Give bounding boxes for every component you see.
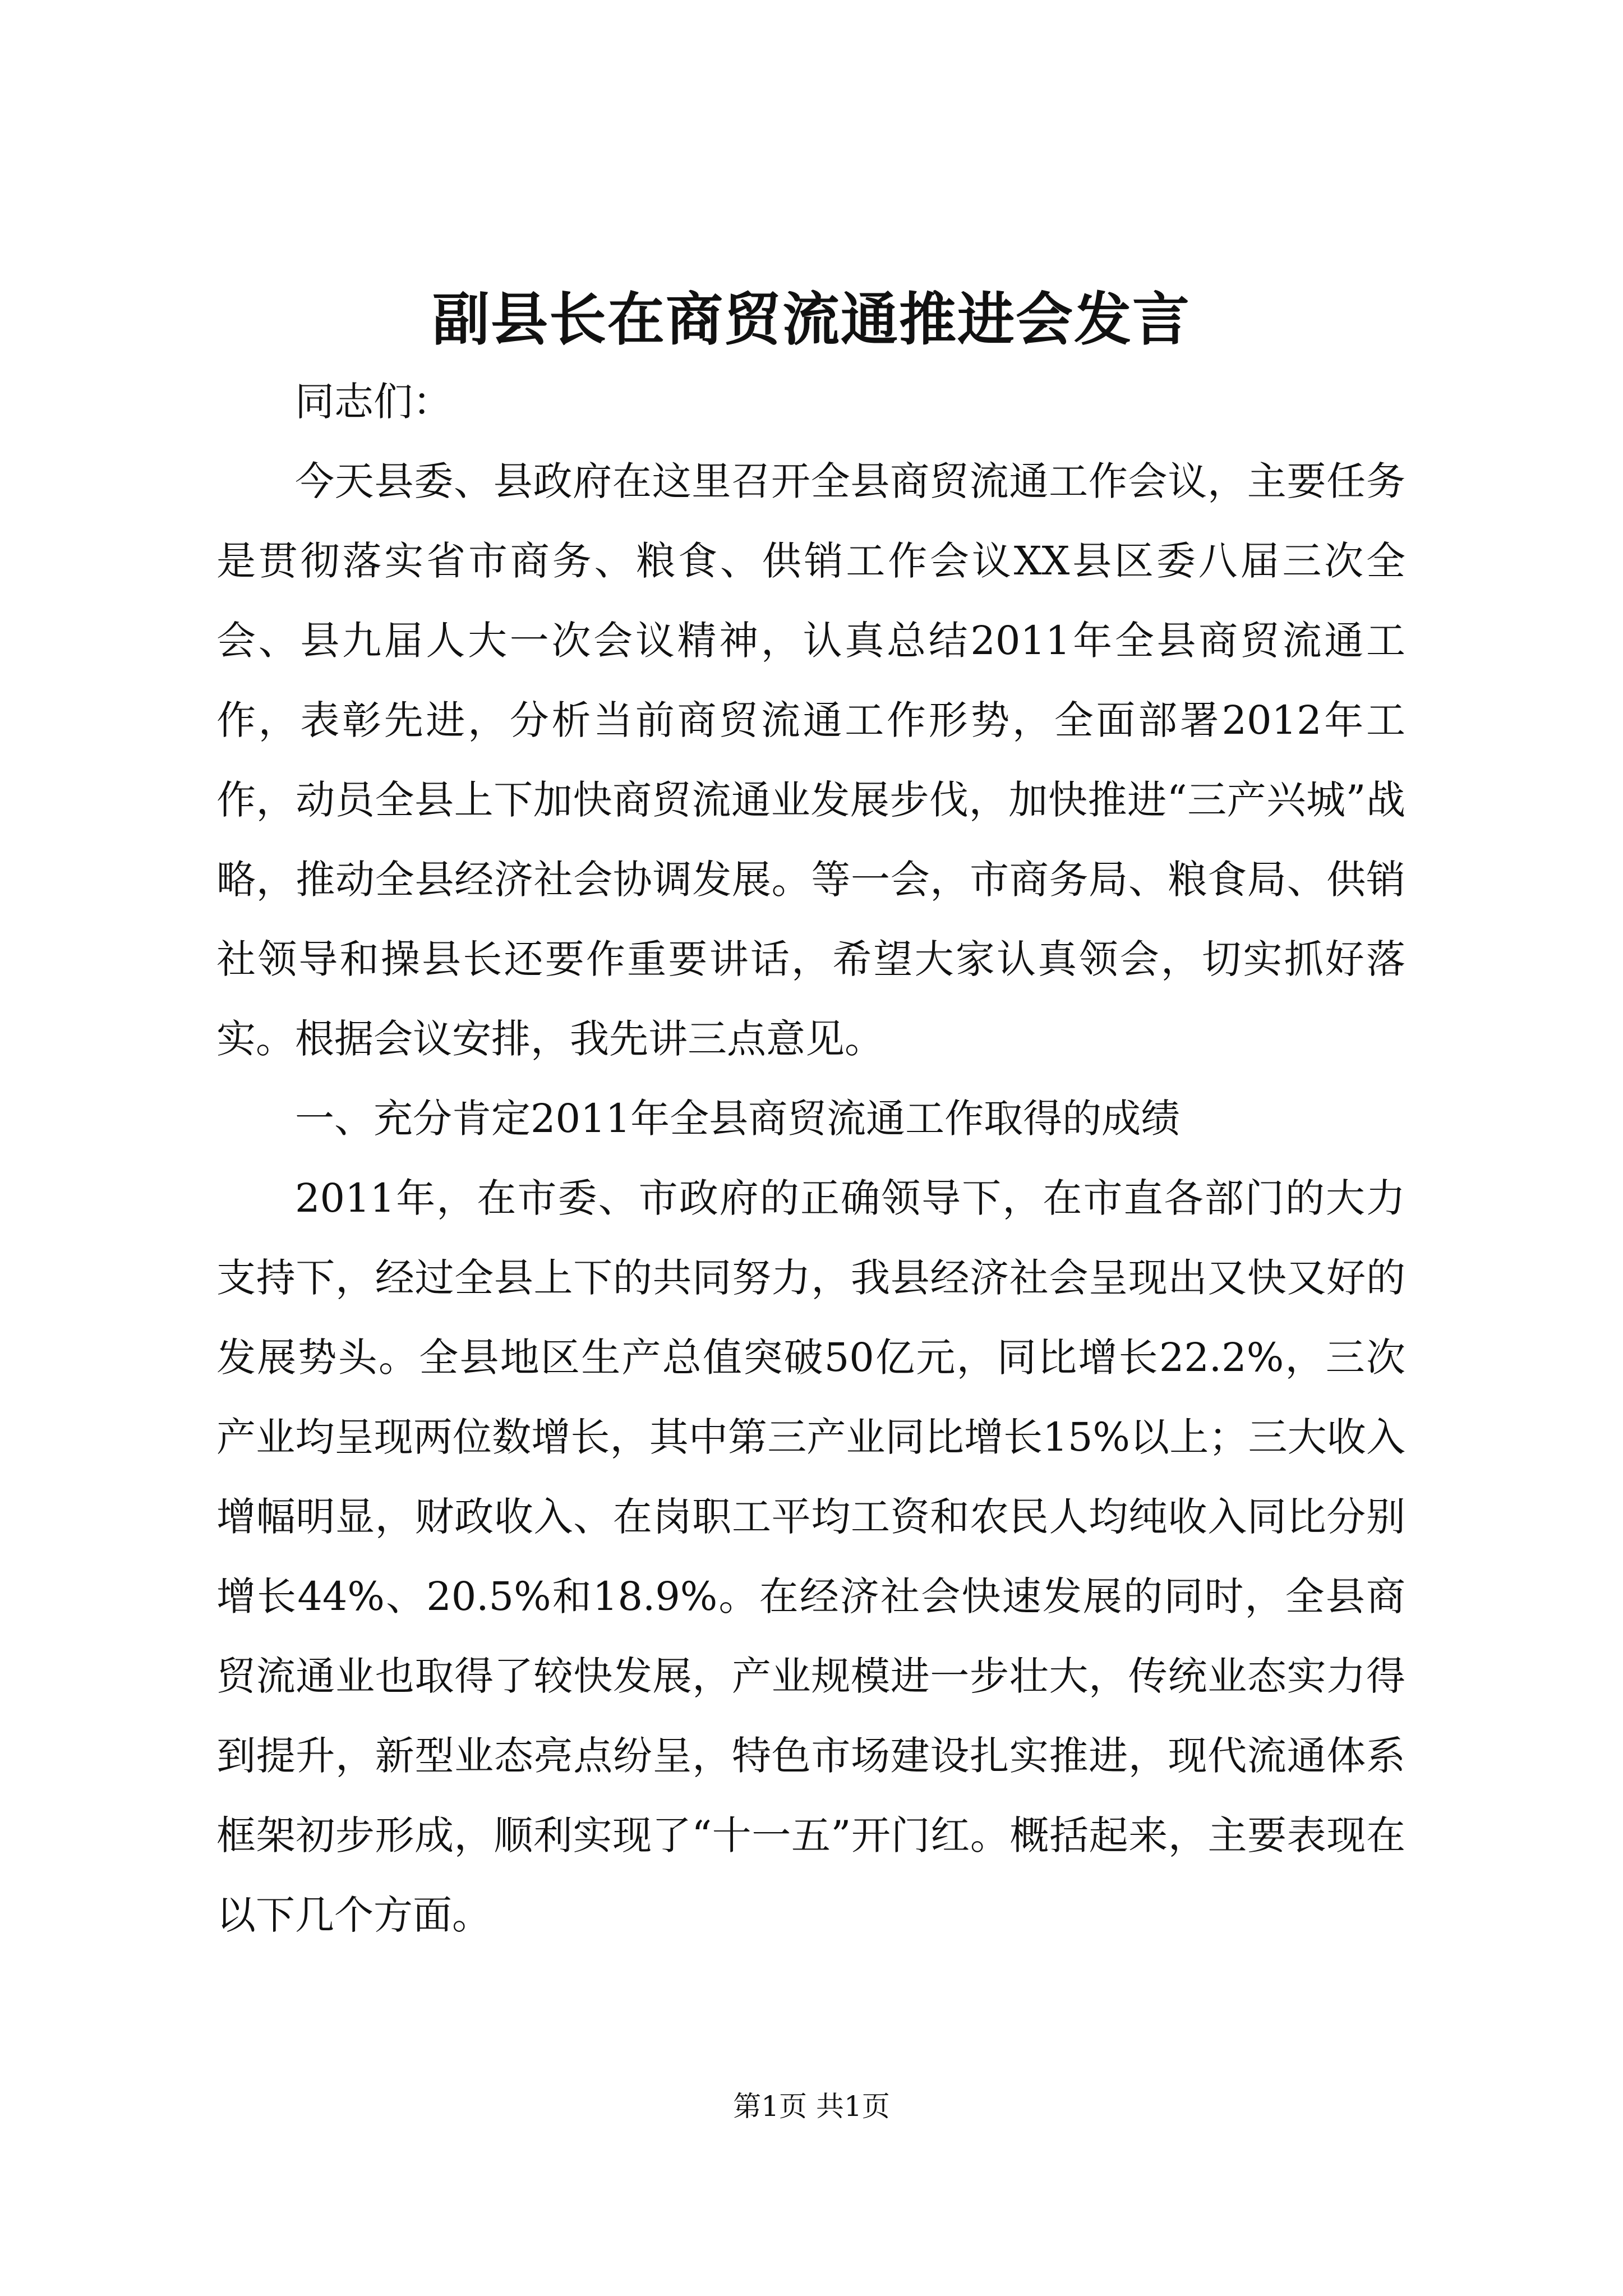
intro-paragraph: 今天县委、县政府在这里召开全县商贸流通工作会议，主要任务是贯彻落实省市商务、粮食、供销工作会议XX县区委八届三次全会、县九届人大一次会议精神，认真总结2011年全县商贸流通工作，表彰先进，分析当前商贸流通工作形势，全面部署2012年工作，动员全县上下加快商贸流通业发展步伐，加快推进“三产兴城”战略，推动全县经济社会协调发展。等一会，市商务局、粮食局、供销社领导和操县长还要作重要讲话，希望大家认真领会，切实抓好落实。根据会议安排，我先讲三点意见。 — [216, 458, 1405, 1062]
page-footer: 第1页 共1页 — [733, 2090, 890, 2123]
document-title: 副县长在商贸流通推进会发言 — [432, 286, 1191, 353]
salutation-paragraph: 同志们： — [295, 379, 452, 425]
document-body — [216, 362, 1405, 1955]
section-heading: 一、充分肯定2011年全县商贸流通工作取得的成绩 — [295, 1096, 1181, 1142]
achievements-paragraph: 2011年，在市委、市政府的正确领导下，在市直各部门的大力支持下，经过全县上下的共同努力，我县经济社会呈现出又快又好的发展势头。全县地区生产总值突破50亿元，同比增长22.2%，三次产业均呈现两位数增长，其中第三产业同比增长15%以上；三大收入增幅明显，财政收入、在岗职工平均工资和农民人均纯收入同比分别增长44%、20.5%和18.9%。在经济社会快速发展的同时，全县商贸流通业也取得了较快发展，产业规模进一步壮大，传统业态实力得到提升，新型业态亮点纷呈，特色市场建设扎实推进，现代流通体系框架初步形成，顺利实现了“十一五”开门红。概括起来，主要表现在以下几个方面。 — [216, 1175, 1405, 1938]
